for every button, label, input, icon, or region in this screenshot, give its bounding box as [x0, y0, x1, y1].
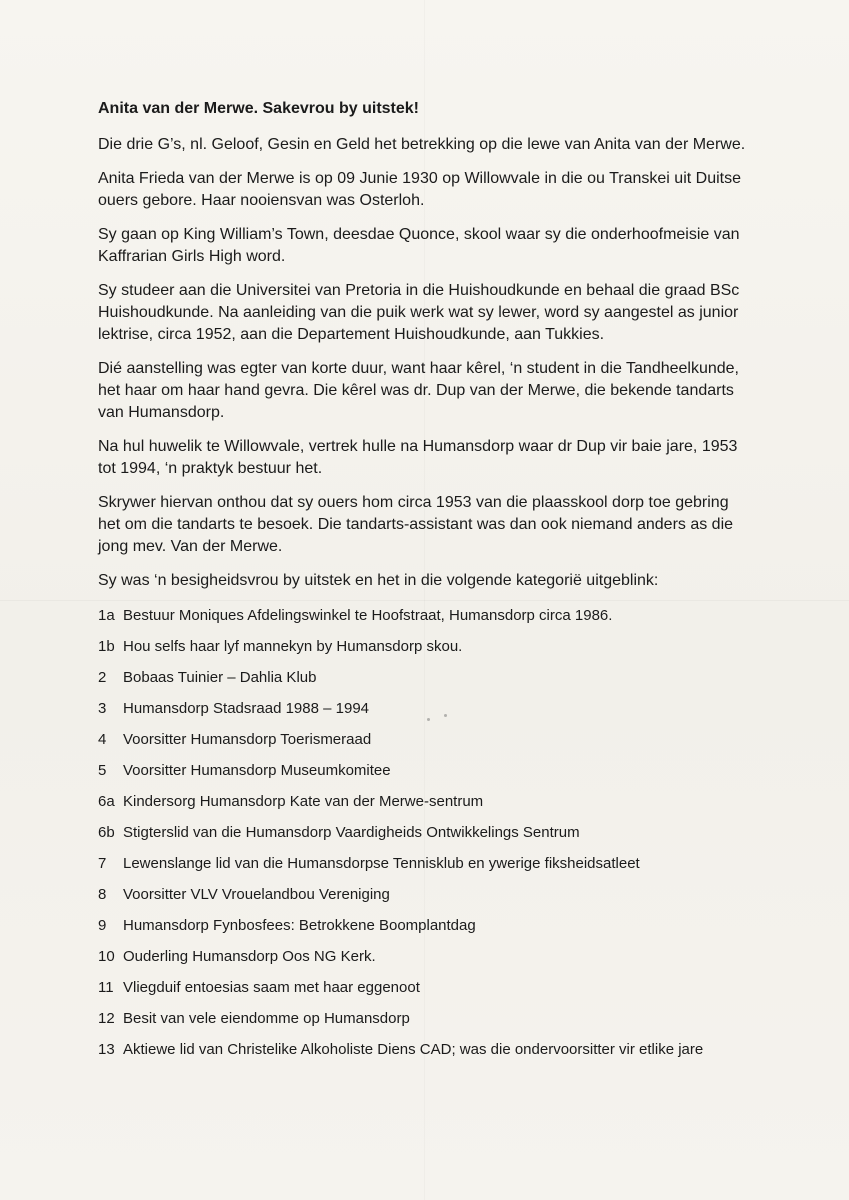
item-text: Stigterslid van die Humansdorp Vaardigheids Ontwikkelings Sentrum [123, 824, 580, 841]
paragraph: Anita Frieda van der Merwe is op 09 Junie 1930 op Willowvale in die ou Transkei uit Duitse ouers gebore. Haar nooiensvan was Osterloh. [98, 170, 741, 209]
item-text: Besit van vele eiendomme op Humansdorp [123, 1010, 410, 1027]
list-item [98, 790, 750, 821]
item-number: 3 [98, 700, 107, 717]
item-number: 10 [98, 948, 115, 965]
item-number: 1b [98, 638, 115, 655]
item-number: 8 [98, 886, 107, 903]
list-item [98, 635, 750, 666]
list-item [98, 759, 750, 790]
document-title: Anita van der Merwe. Sakevrou by uitstek! [98, 100, 419, 117]
list-item [98, 976, 750, 1007]
list-item [98, 666, 750, 697]
paragraph: Skrywer hiervan onthou dat sy ouers hom circa 1953 van die plaasskool dorp toe gebring het om die tandarts te besoek. Die tandarts-assistant was dan ook niemand anders as die jong mev. Van der Merwe. [98, 494, 734, 555]
item-text: Voorsitter Humansdorp Toerismeraad [123, 731, 372, 748]
item-number: 7 [98, 855, 107, 872]
item-number: 6a [98, 793, 115, 810]
item-number: 12 [98, 1010, 115, 1027]
item-number: 4 [98, 731, 107, 748]
list-item [98, 821, 750, 852]
list-item [98, 914, 750, 945]
list-item [98, 945, 750, 976]
item-text: Hou selfs haar lyf mannekyn by Humansdorp skou. [123, 638, 463, 655]
item-text: Voorsitter Humansdorp Museumkomitee [123, 762, 391, 779]
item-text: Kindersorg Humansdorp Kate van der Merwe-sentrum [123, 793, 484, 810]
list-item [98, 604, 750, 635]
item-text: Bestuur Moniques Afdelingswinkel te Hoofstraat, Humansdorp circa 1986. [123, 607, 613, 624]
item-text: Voorsitter VLV Vrouelandbou Vereniging [123, 886, 390, 903]
item-number: 11 [98, 979, 114, 996]
item-text: Humansdorp Fynbosfees: Betrokkene Boomplantdag [123, 917, 476, 934]
list-item [98, 728, 750, 759]
item-text: Vliegduif entoesias saam met haar eggenoot [123, 979, 420, 996]
paragraph: Dié aanstelling was egter van korte duur, want haar kêrel, ‘n student in die Tandheelkunde, het haar om haar hand gevra. Die kêrel was dr. Dup van der Merwe, die bekende tandarts van Humansdorp. [98, 360, 739, 421]
item-number: 2 [98, 669, 107, 686]
item-text: Ouderling Humansdorp Oos NG Kerk. [123, 948, 376, 965]
item-text: Lewenslange lid van die Humansdorpse Tennisklub en ywerige fiksheidsatleet [123, 855, 640, 872]
achievement-list [98, 604, 750, 1069]
document-body [98, 98, 750, 1069]
paragraph: Na hul huwelik te Willowvale, vertrek hulle na Humansdorp waar dr Dup vir baie jare, 1953 tot 1994, ‘n praktyk bestuur het. [98, 438, 738, 477]
item-number: 13 [98, 1041, 115, 1058]
paragraph: Die drie G’s, nl. Geloof, Gesin en Geld het betrekking op die lewe van Anita van der Merwe. [98, 136, 746, 153]
list-item [98, 1007, 750, 1038]
item-text: Aktiewe lid van Christelike Alkoholiste Diens CAD; was die ondervoorsitter vir etlike jare [123, 1041, 704, 1058]
item-number: 5 [98, 762, 107, 779]
paragraph: Sy gaan op King William’s Town, deesdae Quonce, skool waar sy die onderhoofmeisie van Kaffrarian Girls High word. [98, 226, 740, 265]
item-text: Bobaas Tuinier – Dahlia Klub [123, 669, 317, 686]
item-number: 6b [98, 824, 115, 841]
item-text: Humansdorp Stadsraad 1988 – 1994 [123, 700, 370, 717]
list-intro: Sy was ‘n besigheidsvrou by uitstek en het in die volgende kategorië uitgeblink: [98, 572, 659, 589]
list-item [98, 1038, 750, 1069]
item-number: 9 [98, 917, 107, 934]
item-number: 1a [98, 607, 115, 624]
list-item [98, 883, 750, 914]
paragraph: Sy studeer aan die Universitei van Pretoria in die Huishoudkunde en behaal die graad BSc Huishoudkunde. Na aanleiding van die puik werk wat sy lewer, word sy aangestel as junior lektrise, circa 1952, aan die Departement Huishoudkunde, aan Tukkies. [98, 282, 740, 343]
list-item [98, 852, 750, 883]
list-item [98, 697, 750, 728]
